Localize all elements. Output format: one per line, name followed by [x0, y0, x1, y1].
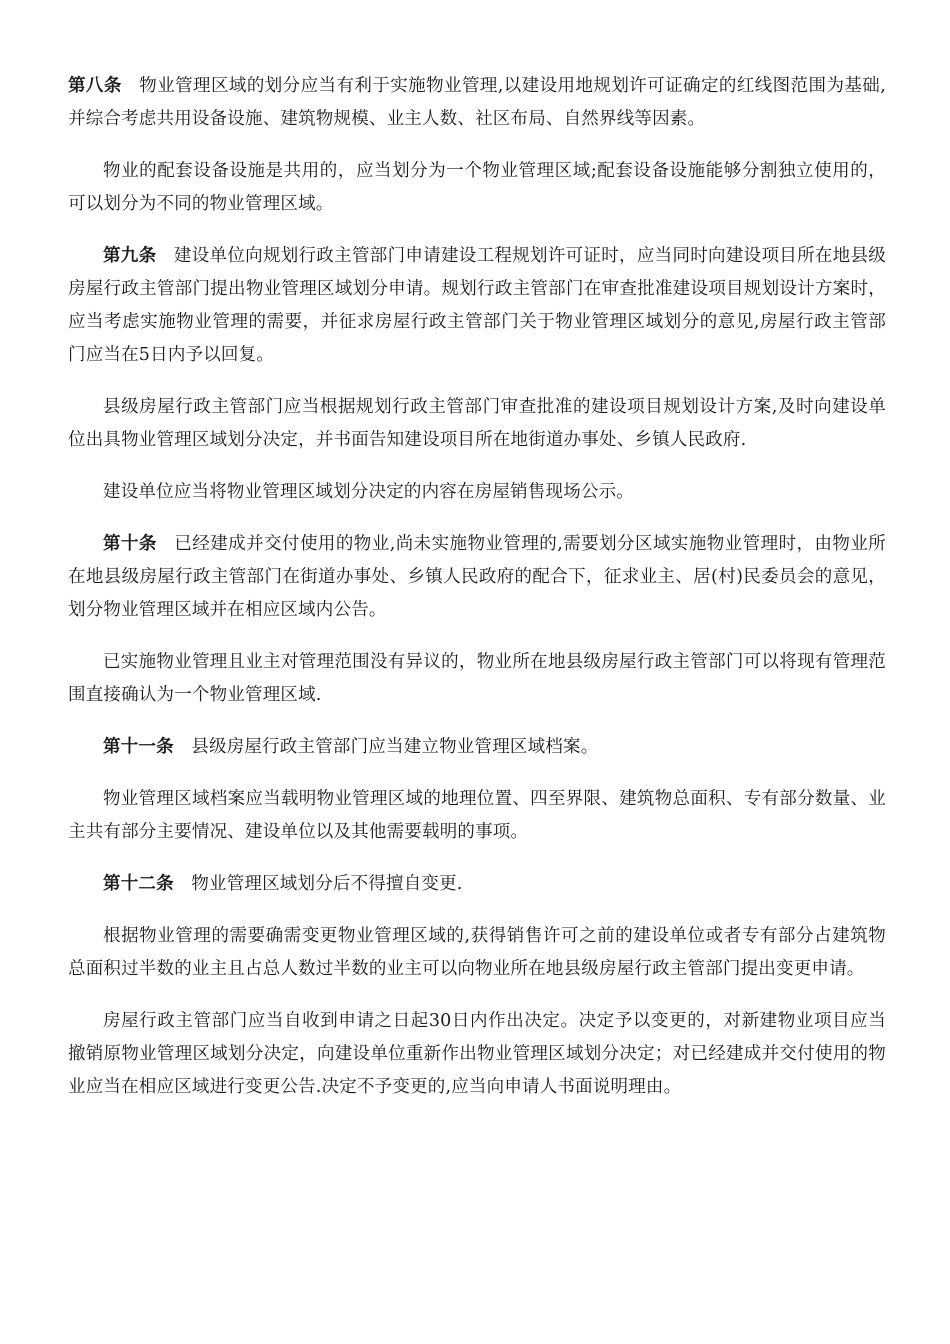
- paragraph-text: 物业管理区域划分后不得擅自变更.: [191, 874, 463, 894]
- paragraph: [68, 783, 886, 849]
- article-number: 第十一条: [103, 737, 174, 757]
- paragraph-article-11: [68, 731, 886, 764]
- article-number: 第八条: [68, 76, 122, 96]
- paragraph: [68, 920, 886, 986]
- paragraph: [68, 155, 886, 221]
- paragraph-text: 已经建成并交付使用的物业,尚未实施物业管理的,需要划分区域实施物业管理时，由物业所在地县级房屋行政主管部门在街道办事处、乡镇人民政府的配合下，征求业主、居(村)民委员会的意见，划分物业管理区域并在相应区域内公告。: [68, 534, 886, 620]
- article-number: 第九条: [103, 246, 157, 266]
- paragraph-text: 县级房屋行政主管部门应当根据规划行政主管部门审查批准的建设项目规划设计方案,及时向建设单位出具物业管理区域划分决定，并书面告知建设项目所在地街道办事处、乡镇人民政府.: [68, 397, 886, 450]
- paragraph-article-9: [68, 240, 886, 372]
- paragraph: [68, 391, 886, 457]
- paragraph-text: 物业的配套设备设施是共用的，应当划分为一个物业管理区域;配套设备设施能够分割独立使用的，可以划分为不同的物业管理区域。: [68, 161, 886, 214]
- paragraph-article-10: [68, 528, 886, 627]
- paragraph-text: 建设单位向规划行政主管部门申请建设工程规划许可证时，应当同时向建设项目所在地县级房屋行政主管部门提出物业管理区域划分申请。规划行政主管部门在审查批准建设项目规划设计方案时，应当考虑实施物业管理的需要，并征求房屋行政主管部门关于物业管理区域划分的意见,房屋行政主管部门应当在5日内予以回复。: [68, 246, 886, 365]
- paragraph: [68, 1005, 886, 1104]
- paragraph-text: 已实施物业管理且业主对管理范围没有异议的，物业所在地县级房屋行政主管部门可以将现有管理范围直接确认为一个物业管理区域.: [68, 652, 886, 705]
- document-page: [68, 70, 886, 1123]
- paragraph-text: 房屋行政主管部门应当自收到申请之日起30日内作出决定。决定予以变更的，对新建物业项目应当撤销原物业管理区域划分决定，向建设单位重新作出物业管理区域划分决定；对已经建成并交付使用的物业应当在相应区域进行变更公告.决定不予变更的,应当向申请人书面说明理由。: [68, 1011, 886, 1097]
- paragraph-article-12: [68, 868, 886, 901]
- paragraph-text: 县级房屋行政主管部门应当建立物业管理区域档案。: [191, 737, 599, 757]
- article-number: 第十条: [103, 534, 157, 554]
- paragraph-text: 物业管理区域的划分应当有利于实施物业管理,以建设用地规划许可证确定的红线图范围为基础,并综合考虑共用设备设施、建筑物规模、业主人数、社区布局、自然界线等因素。: [68, 76, 886, 129]
- article-number: 第十二条: [103, 874, 174, 894]
- paragraph-article-8: [68, 70, 886, 136]
- paragraph-text: 建设单位应当将物业管理区域划分决定的内容在房屋销售现场公示。: [103, 482, 634, 502]
- paragraph: [68, 646, 886, 712]
- paragraph-text: 物业管理区域档案应当载明物业管理区域的地理位置、四至界限、建筑物总面积、专有部分数量、业主共有部分主要情况、建设单位以及其他需要载明的事项。: [68, 789, 886, 842]
- paragraph-text: 根据物业管理的需要确需变更物业管理区域的,获得销售许可之前的建设单位或者专有部分占建筑物总面积过半数的业主且占总人数过半数的业主可以向物业所在地县级房屋行政主管部门提出变更申请。: [68, 926, 886, 979]
- paragraph: [68, 476, 886, 509]
